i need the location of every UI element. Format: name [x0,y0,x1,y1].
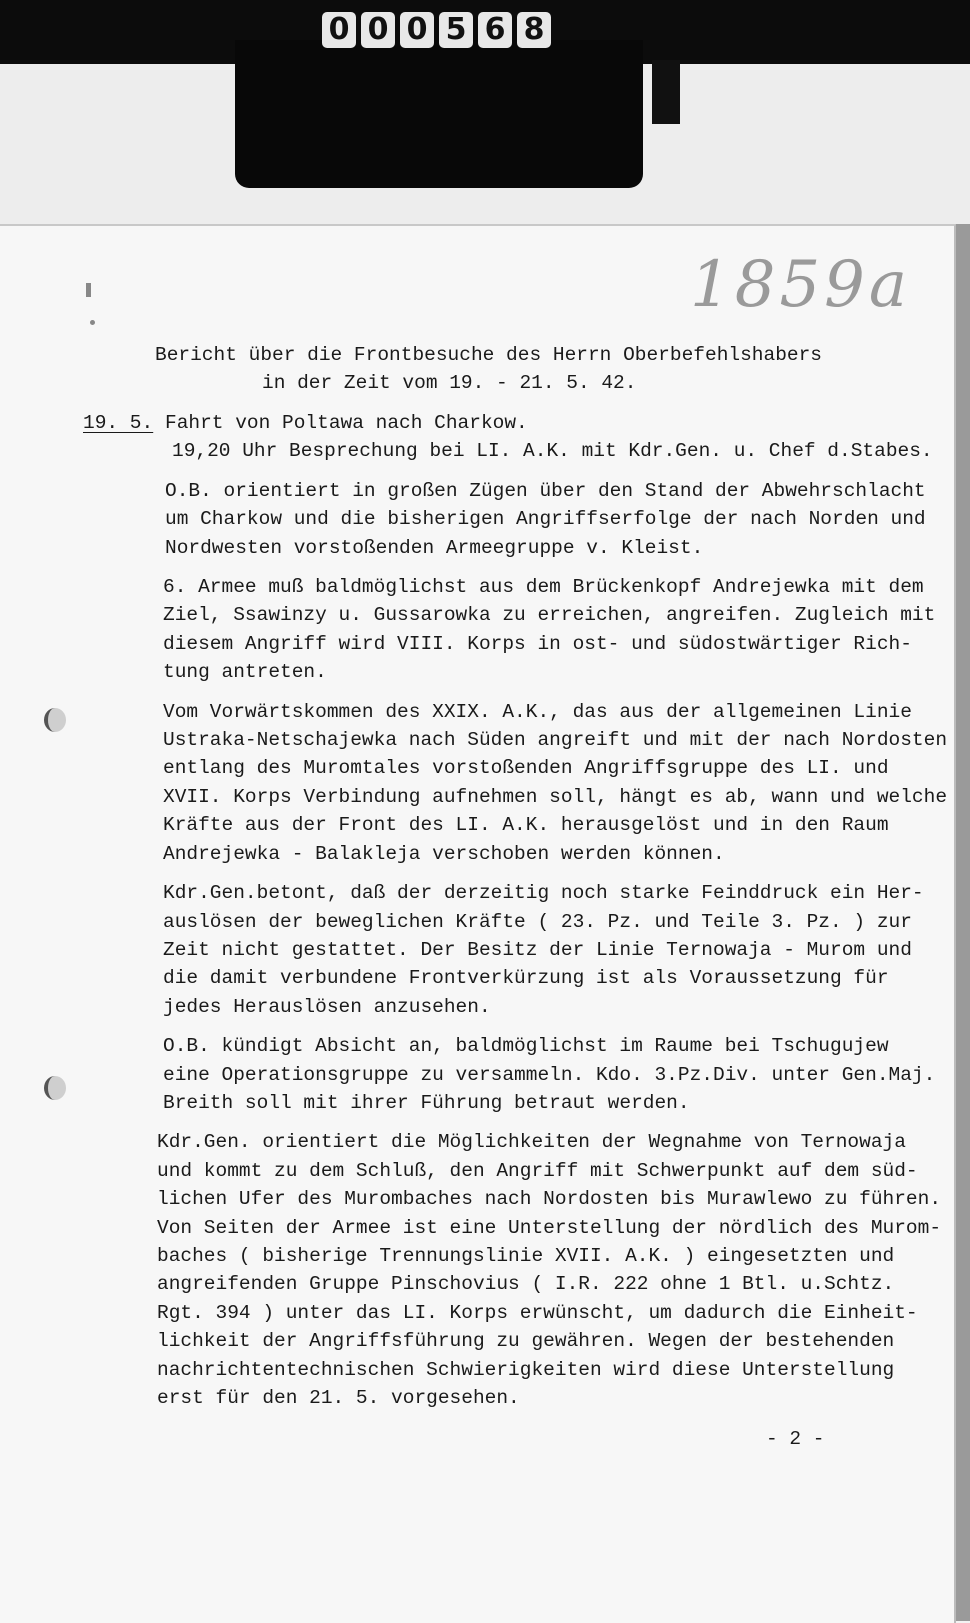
text-line: jedes Herauslösen anzusehen. [163,995,491,1018]
counter-digit: 0 [400,12,434,48]
text-line: und kommt zu dem Schluß, den Angriff mit Schwerpunkt auf dem süd- [157,1159,918,1182]
text-line: lichen Ufer des Murombaches nach Nordosten bis Murawlewo zu führen. [157,1188,942,1211]
document-subtitle: in der Zeit vom 19. - 21. 5. 42. [262,372,637,394]
text-line: angreifenden Gruppe Pinschovius ( I.R. 222 ohne 1 Btl. u.Schtz. [157,1273,895,1296]
paragraph [163,1032,955,1117]
text-line: lichkeit der Angriffsführung zu gewähren. Wegen der bestehenden [157,1330,895,1353]
text-line: Fahrt von Poltawa nach Charkow. [165,412,528,434]
counter-digit: 6 [478,12,512,48]
text-line: Breith soll mit ihrer Führung betraut werden. [163,1091,690,1114]
text-line: Andrejewka - Balakleja verschoben werden können. [163,842,725,865]
margin-dot [90,320,95,325]
text-line: Ziel, Ssawinzy u. Gussarowka zu erreichen, angreifen. Zugleich mit [163,604,936,627]
paragraph [165,409,955,466]
text-line: Zeit nicht gestattet. Der Besitz der Linie Ternowaja - Murom und [163,938,912,961]
archive-frame-counter [322,12,551,48]
text-line: tung antreten. [163,661,327,684]
text-line: erst für den 21. 5. vorgesehen. [157,1387,520,1409]
counter-digit: 0 [361,12,395,48]
text-line: Nordwesten vorstoßenden Armeegruppe v. Kleist. [165,536,704,559]
punch-hole [44,1076,66,1100]
text-line: diesem Angriff wird VIII. Korps in ost- und südostwärtiger Rich- [163,632,912,655]
handwritten-document-number: 1859a [690,248,912,322]
counter-digit: 8 [517,12,551,48]
text-line: nachrichtentechnischen Schwierigkeiten wird diese Unterstellung [157,1358,895,1381]
text-line: Ustraka-Netschajewka nach Süden angreift und mit der nach Nordosten [163,729,948,752]
text-line: um Charkow und die bisherigen Angriffserfolge der nach Norden und [165,508,926,531]
counter-digit: 5 [439,12,473,48]
text-line: eine Operationsgruppe zu versammeln. Kdo. 3.Pz.Div. unter Gen.Maj. [163,1063,936,1086]
text-line: 6. Armee muß baldmöglichst aus dem Brückenkopf Andrejewka mit dem [163,576,924,599]
document-title: Bericht über die Frontbesuche des Herrn Oberbefehlshabers [155,344,823,366]
paragraph [165,477,955,562]
margin-mark [86,283,91,297]
text-line: entlang des Muromtales vorstoßenden Angriffsgruppe des LI. und [163,757,889,780]
text-line: auslösen der beweglichen Kräfte ( 23. Pz. und Teile 3. Pz. ) zur [163,910,912,933]
text-line: die damit verbundene Frontverkürzung ist als Voraussetzung für [163,967,889,990]
text-line: Kräfte aus der Front des LI. A.K. herausgelöst und in den Raum [163,814,889,837]
punch-hole [44,708,66,732]
stamp-holder-strip [652,60,680,124]
counter-digit: 0 [322,12,356,48]
paragraph [163,879,955,1021]
text-line: Kdr.Gen.betont, daß der derzeitig noch starke Feinddruck ein Her- [163,882,924,905]
paragraph [163,573,955,687]
sheet-edge [956,224,970,1621]
entry-date: 19. 5. [83,412,154,434]
paragraph [157,1128,955,1412]
archive-stamp-holder [235,40,643,188]
text-line: XVII. Korps Verbindung aufnehmen soll, hängt es ab, wann und welche [163,785,948,808]
paragraph [163,698,955,868]
text-line: Vom Vorwärtskommen des XXIX. A.K., das aus der allgemeinen Linie [163,700,912,723]
text-line: Rgt. 394 ) unter das LI. Korps erwünscht, um dadurch die Einheit- [157,1301,918,1324]
page-number: - 2 - [766,1428,825,1450]
text-line: O.B. kündigt Absicht an, baldmöglichst im Raume bei Tschugujew [163,1035,889,1058]
text-line: baches ( bisherige Trennungslinie XVII. A.K. ) eingesetzten und [157,1244,895,1267]
text-line: Von Seiten der Armee ist eine Unterstellung der nördlich des Murom- [157,1216,942,1239]
text-line: Kdr.Gen. orientiert die Möglichkeiten der Wegnahme von Ternowaja [157,1131,906,1154]
document-body [157,409,955,1423]
text-line: O.B. orientiert in großen Zügen über den Stand der Abwehrschlacht [165,479,926,502]
text-line: 19,20 Uhr Besprechung bei LI. A.K. mit Kdr.Gen. u. Chef d.Stabes. [172,440,933,463]
